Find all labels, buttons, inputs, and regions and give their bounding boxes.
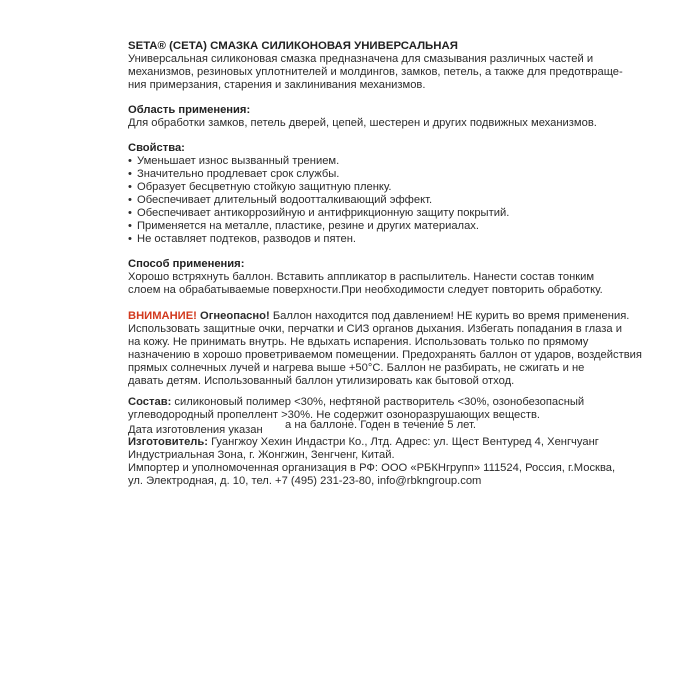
- property-item: • Не оставляет подтеков, разводов и пятен.: [128, 233, 580, 246]
- method-line-1: Хорошо встряхнуть баллон. Вставить аппликатор в распылитель. Нанести состав тонким: [128, 271, 595, 283]
- importer-line-1: Импортер и уполномоченная организация в РФ: ООО «РБКНгрупп» 111524, Россия, г.Москва,: [128, 462, 616, 474]
- usage-text: Для обработки замков, петель дверей, цепей, шестерен и других подвижных механизмов.: [128, 117, 597, 129]
- composition-line-1: [128, 396, 585, 409]
- manufacturer-block: [128, 436, 599, 462]
- intro-line-2: механизмов, резиновых уплотнителей и молдингов, замков, петель, а также для предотвраще-: [128, 66, 623, 78]
- method-line-2: слоем на обрабатываемые поверхности.При необходимости следует повторить обработку.: [128, 284, 603, 296]
- warning-line-5: прямых солнечных лучей и нагрева выше +50°С. Баллон не разбирать, не сжигать и не: [128, 362, 585, 374]
- manufacture-date-row: [128, 419, 580, 436]
- manufacturer-first-line: Гуангжоу Хехин Индастри Ко., Лтд. Адрес: ул. Щест Вентуред 4, Хенгчуанг: [208, 436, 599, 448]
- warning-line-4: назначению в хорошо проветриваемом помещении. Предохранять баллон от ударов, воздействия: [128, 349, 642, 361]
- warning-line-2: Использовать защитные очки, перчатки и СИЗ органов дыхания. Избегать попадания в глаза и: [128, 323, 622, 335]
- properties-heading: Свойства:: [128, 142, 185, 154]
- usage-heading: Область применения:: [128, 104, 251, 116]
- warning-line-1: [128, 310, 630, 323]
- warning-line-3: на кожу. Не принимать внутрь. Не вдыхать испарения. Использовать только по прямому: [128, 336, 589, 348]
- warning-first-line: Баллон находится под давлением! НЕ курить во время применения.: [272, 310, 630, 322]
- manufacturer-line-2: Индустриальная Зона, г. Жонгжин, Зенгченг, Китай.: [128, 449, 395, 461]
- property-item: • Обеспечивает длительный водоотталкивающий эффект.: [128, 194, 580, 207]
- importer-block: [128, 462, 616, 488]
- warning-label: ВНИМАНИЕ!: [128, 310, 197, 322]
- warning-line-6: давать детям. Использованный баллон утилизировать как бытовой отход.: [128, 375, 515, 387]
- flammable-label: Огнеопасно!: [200, 310, 270, 322]
- composition-label: Состав:: [128, 396, 172, 408]
- property-item: • Образует бесцветную стойкую защитную пленку.: [128, 181, 580, 194]
- intro-line-1: Универсальная силиконовая смазка предназначена для смазывания различных частей и: [128, 53, 594, 65]
- property-item: • Уменьшает износ вызванный трением.: [128, 155, 580, 168]
- method-text: [128, 271, 603, 297]
- property-item: • Значительно продлевает срок службы.: [128, 168, 580, 181]
- intro-paragraph: [128, 53, 623, 92]
- warning-block: [128, 310, 642, 388]
- composition-first-line: силиконовый полимер <30%, нефтяной растворитель <30%, озонобезопасный: [171, 396, 585, 408]
- property-item: • Обеспечивает антикоррозийную и антифрикционную защиту покрытий.: [128, 207, 580, 220]
- manufacturer-line-1: [128, 436, 599, 449]
- intro-line-3: ния примерзания, старения и заклинивания механизмов.: [128, 79, 426, 91]
- property-item: • Применяется на металле, пластике, резине и других материалах.: [128, 220, 580, 233]
- composition-line-2: углеводородный пропеллент >30%. Не содержит озоноразрушающих веществ.: [128, 409, 541, 421]
- manufacture-date-part-b: а на баллоне. Годен в течение 5 лет.: [285, 419, 476, 431]
- properties-list: [128, 155, 580, 246]
- manufacture-date-part-a: Дата изготовления указан: [128, 424, 263, 436]
- product-title: SETA® (СЕТА) СМАЗКА СИЛИКОНОВАЯ УНИВЕРСАЛЬНАЯ: [128, 40, 458, 52]
- method-heading: Способ применения:: [128, 258, 245, 270]
- importer-line-2: ул. Электродная, д. 10, тел. +7 (495) 231-23-80, info@rbkngroup.com: [128, 475, 482, 487]
- manufacturer-label: Изготовитель:: [128, 436, 208, 448]
